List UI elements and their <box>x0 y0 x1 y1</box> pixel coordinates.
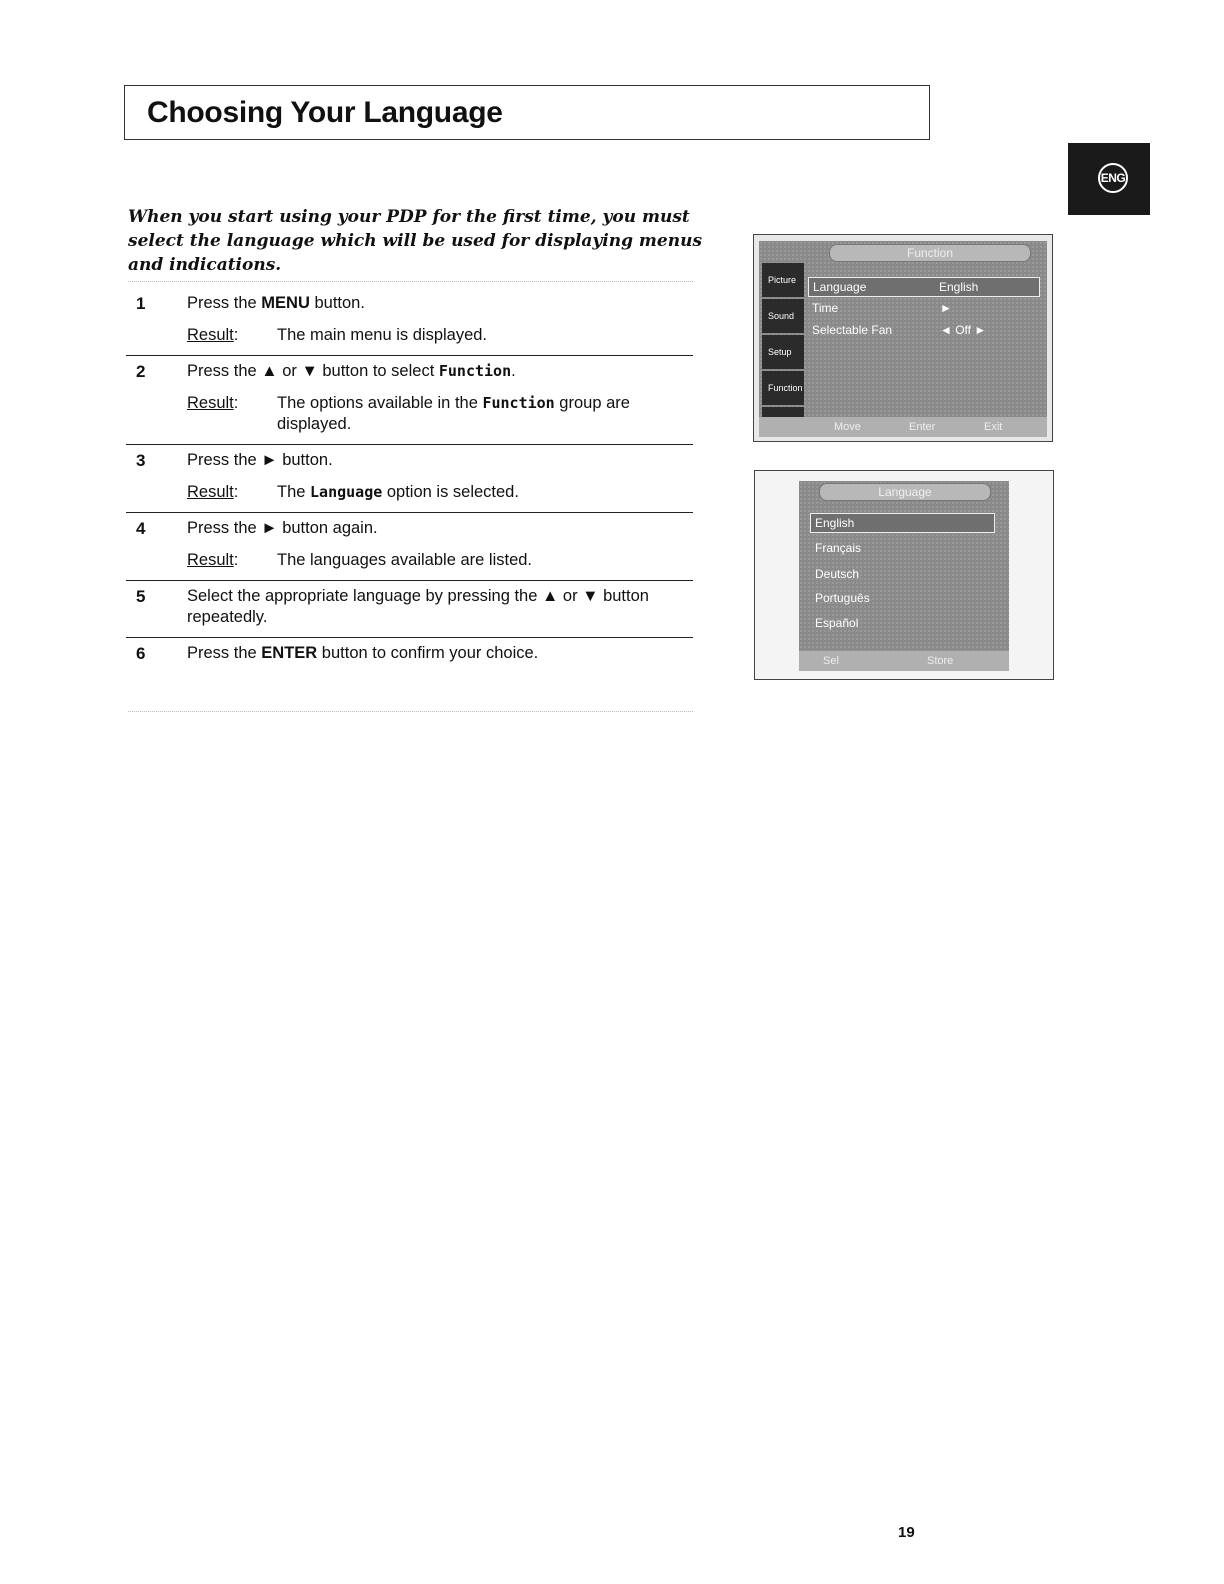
title-box <box>124 85 930 140</box>
function-icon: Function <box>762 371 804 405</box>
page-title: Choosing Your Language <box>147 96 503 129</box>
step-number: 5 <box>136 587 146 606</box>
step-instruction: Press the ► button. <box>187 451 333 469</box>
move-hint: Move <box>834 421 861 433</box>
sel-hint: Sel <box>823 655 839 667</box>
osd-footer <box>759 417 1047 437</box>
step-result: Result: The main menu is displayed. <box>187 326 488 344</box>
osd-option-portugues: Português <box>815 591 870 605</box>
osd-title: Function <box>829 244 1031 262</box>
picture-icon: Picture <box>762 263 804 297</box>
osd-language-screen <box>754 470 1054 680</box>
step-instruction: Press the ENTER button to confirm your choice. <box>187 644 539 662</box>
step-3 <box>126 445 693 513</box>
divider-dotted <box>128 281 693 283</box>
osd-footer <box>799 651 1009 671</box>
osd-row-selectable-fan: Selectable Fan ◄ Off ► <box>812 323 987 337</box>
steps-list <box>126 288 693 673</box>
step-number: 1 <box>136 294 146 313</box>
intro-text: When you start using your PDP for the first time, you must select the language which will be used for displaying menus and indications. <box>128 207 703 275</box>
step-instruction: Press the MENU button. <box>187 294 365 312</box>
osd-row-language: Language English <box>808 277 1040 297</box>
step-5 <box>126 581 693 638</box>
step-result: Result: The languages available are listed. <box>187 551 533 569</box>
page-number: 19 <box>898 1524 915 1541</box>
step-instruction: Select the appropriate language by pressing the ▲ or ▼ button repeatedly. <box>187 587 649 626</box>
osd-option-english: English <box>810 513 995 533</box>
osd-sidebar <box>762 263 804 439</box>
osd-option-espanol: Español <box>815 616 859 630</box>
osd-row-time: Time ► <box>812 301 952 315</box>
step-1 <box>126 288 693 356</box>
osd-function-screen <box>753 234 1053 442</box>
sound-icon: Sound <box>762 299 804 333</box>
step-number: 6 <box>136 644 146 663</box>
step-result: Result: The Language option is selected. <box>187 483 519 501</box>
step-4 <box>126 513 693 581</box>
osd-option-deutsch: Deutsch <box>815 567 860 581</box>
step-number: 4 <box>136 519 146 538</box>
setup-icon: Setup <box>762 335 804 369</box>
eng-badge: ENG <box>1098 163 1128 193</box>
step-2 <box>126 356 693 445</box>
step-number: 3 <box>136 451 146 470</box>
osd-option-francais: Français <box>815 541 862 555</box>
step-instruction: Press the ▲ or ▼ button to select Function. <box>187 362 516 380</box>
step-instruction: Press the ► button again. <box>187 519 378 537</box>
osd-title: Language <box>819 483 991 501</box>
osd-background <box>799 481 1009 671</box>
osd-background <box>759 241 1047 437</box>
enter-hint: Enter <box>909 421 936 433</box>
store-hint: Store <box>927 655 954 667</box>
step-6 <box>126 638 693 673</box>
step-result: Result: The options available in the Function group are displayed. <box>187 394 630 433</box>
language-tab <box>1068 143 1150 215</box>
step-number: 2 <box>136 362 146 381</box>
divider-dotted <box>128 711 693 713</box>
exit-hint: Exit <box>984 421 1003 433</box>
